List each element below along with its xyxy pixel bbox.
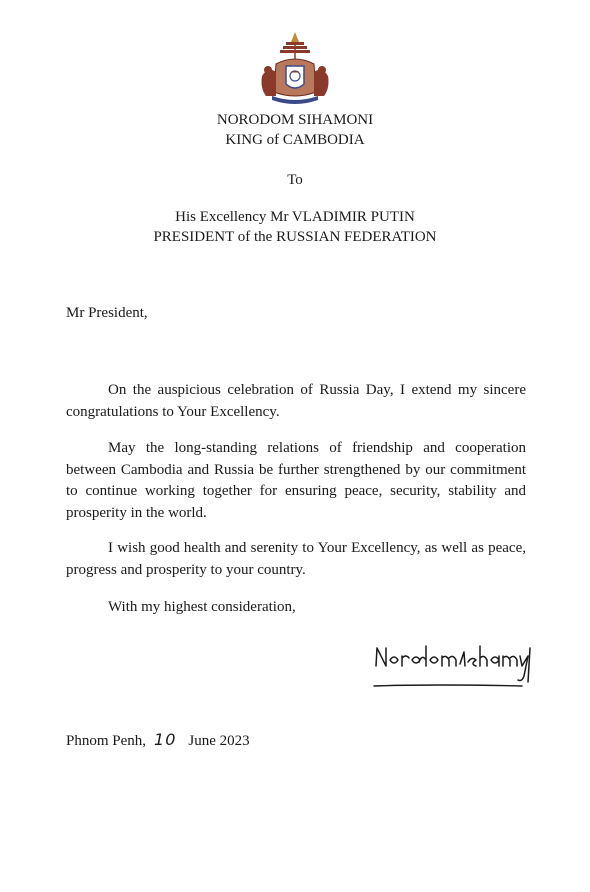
place: Phnom Penh,: [66, 733, 147, 749]
place-and-date: [66, 730, 250, 751]
sender-name: NORODOM SIHAMONI: [216, 112, 374, 128]
letter-paragraph: On the auspicious celebration of Russia Day, I extend my sincere congratulations to Your Excellency.: [66, 382, 526, 420]
sender-title: KING of CAMBODIA: [225, 132, 365, 148]
to-label: To: [287, 172, 303, 188]
recipient-title: PRESIDENT of the RUSSIAN FEDERATION: [153, 229, 437, 245]
handwritten-day: 10: [154, 730, 177, 749]
royal-crest-icon: [258, 30, 332, 108]
month-year: June 2023: [188, 733, 250, 749]
closing-line: With my highest consideration,: [108, 599, 296, 615]
handwritten-signature: [372, 642, 534, 690]
recipient-name: His Excellency Mr VLADIMIR PUTIN: [175, 209, 415, 225]
salutation: Mr President,: [66, 305, 148, 321]
letter-paragraph: I wish good health and serenity to Your Excellency, as well as peace, progress and prosperity to your country.: [66, 540, 526, 578]
letter-paragraph: May the long-standing relations of friendship and cooperation between Cambodia and Russia be further strengthened by our commitment to continue working together for ensuring peace, security, stability and prosperity in the world.: [66, 440, 526, 521]
